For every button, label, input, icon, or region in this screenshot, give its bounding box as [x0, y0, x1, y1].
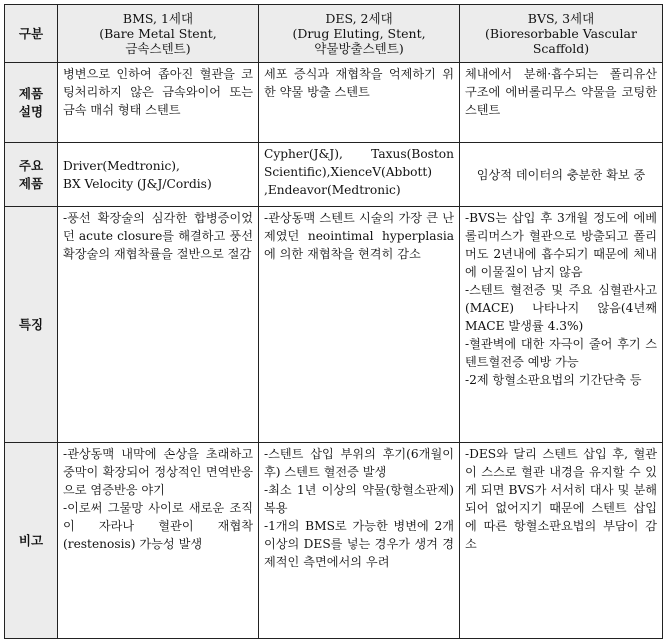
remarks-bvs [460, 443, 663, 639]
remarks-bms-item-1: -관상동맥 내막에 손상을 초래하고 중막이 확장되어 정상적인 면역반응으로 염증반응 야기 [63, 447, 253, 497]
stent-comparison-table [4, 4, 663, 639]
remarks-des [259, 443, 460, 639]
header-bms-line2: (Bare Metal Stent, [99, 26, 217, 41]
features-bvs-item-3: -혈관벽에 대한 자극이 줄어 후기 스텐트혈전증 예방 가능 [465, 337, 657, 369]
remarks-des-item-1: -스텐트 삽입 부위의 후기(6개월이후) 스텐트 혈전증 발생 [264, 447, 454, 479]
description-bms [58, 63, 259, 143]
products-label-line2: 제품 [18, 175, 44, 191]
comparison-table-wrapper [4, 4, 662, 638]
remarks-bms [58, 443, 259, 639]
remarks-des-item-2: -최소 1년 이상의 약물(항혈소판제) 복용 [264, 483, 454, 515]
features-bvs-item-2: -스텐트 혈전증 및 주요 심혈관사고(MACE) 나타나지 않음(4년째 MACE 발생률 4.3%) [465, 283, 657, 333]
header-bvs [460, 5, 663, 63]
features-row [5, 207, 663, 443]
features-bvs-item-4: -2제 항혈소판요법의 기간단축 등 [465, 373, 642, 387]
products-row [5, 143, 663, 207]
remarks-bms-item-2: -이로써 그물망 사이로 새로운 조직이 자라나 혈관이 재협착(restenosis) 가능성 발생 [63, 501, 253, 551]
description-label-line1: 제품 [18, 85, 44, 101]
features-bvs-item-1: -BVS는 삽입 후 3개월 정도에 에베롤리머스가 혈관으로 방출되고 폴리머도 2년내에 흡수되기 때문에 체내에 이물질이 남지 않음 [465, 211, 657, 279]
remarks-row [5, 443, 663, 639]
features-bvs [460, 207, 663, 443]
remarks-bvs-item-1: -DES와 달리 스텐트 삽입 후, 혈관이 스스로 혈관 내경을 유지할 수 있게 되면 BVS가 서서히 대사 및 분해되어 없어지기 때문에 스텐트 삽입에 따른 항혈소판요법의 부담이 감소 [465, 447, 657, 551]
description-bvs [460, 63, 663, 143]
remarks-label: 비고 [5, 443, 58, 639]
features-des [259, 207, 460, 443]
header-category: 구분 [5, 5, 58, 63]
header-bvs-line3: Scaffold) [532, 41, 590, 56]
description-label-line2: 설명 [18, 103, 44, 119]
description-des [259, 63, 460, 143]
header-des-line1: DES, 2세대 [325, 11, 393, 26]
description-des-text: 세포 증식과 재협착을 억제하기 위한 약물 방출 스텐트 [264, 67, 454, 99]
header-des [259, 5, 460, 63]
header-row [5, 5, 663, 63]
header-bms-line3: 금속스텐트) [125, 41, 191, 56]
features-label: 특징 [5, 207, 58, 443]
header-des-line2: (Drug Eluting, Stent, [292, 26, 426, 41]
header-bms [58, 5, 259, 63]
description-bms-text: 병변으로 인하여 좁아진 혈관을 코팅처리하지 않은 금속와이어 또는 금속 매쉬 형태 스텐트 [63, 67, 253, 117]
products-label [5, 143, 58, 207]
products-des-text: Cypher(J&J), Taxus(Boston Scientific),XienceV(Abbott) ,Endeavor(Medtronic) [264, 147, 454, 197]
remarks-des-item-3: -1개의 BMS로 가능한 병변에 2개 이상의 DES를 넣는 경우가 생겨 경제적인 측면에서의 우려 [264, 519, 454, 569]
header-bms-line1: BMS, 1세대 [122, 11, 194, 26]
features-des-item: -관상동맥 스텐트 시술의 가장 큰 난제였던 neointimal hyperplasia에 의한 재협착을 현격히 감소 [264, 211, 454, 261]
products-bvs [460, 143, 663, 207]
products-bms-line1: Driver(Medtronic), [63, 158, 180, 173]
header-bvs-line1: BVS, 3세대 [527, 11, 595, 26]
features-bms [58, 207, 259, 443]
description-label [5, 63, 58, 143]
description-bvs-text: 체내에서 분해·흡수되는 폴리유산 구조에 에버롤리무스 약물을 코팅한 스텐트 [465, 67, 657, 117]
products-bvs-text: 임상적 데이터의 충분한 확보 중 [476, 167, 646, 182]
description-row [5, 63, 663, 143]
products-bms [58, 143, 259, 207]
features-bms-item: -풍선 확장술의 심각한 합병증이었던 acute closure를 해결하고 풍선확장술의 재협착률을 절반으로 절감 [63, 211, 253, 261]
header-des-line3: 약물방출스텐트) [314, 41, 404, 56]
products-label-line1: 주요 [18, 157, 44, 173]
products-bms-line2: BX Velocity (J&J/Cordis) [63, 176, 212, 191]
header-bvs-line2: (Bioresorbable Vascular [485, 26, 637, 41]
products-des [259, 143, 460, 207]
